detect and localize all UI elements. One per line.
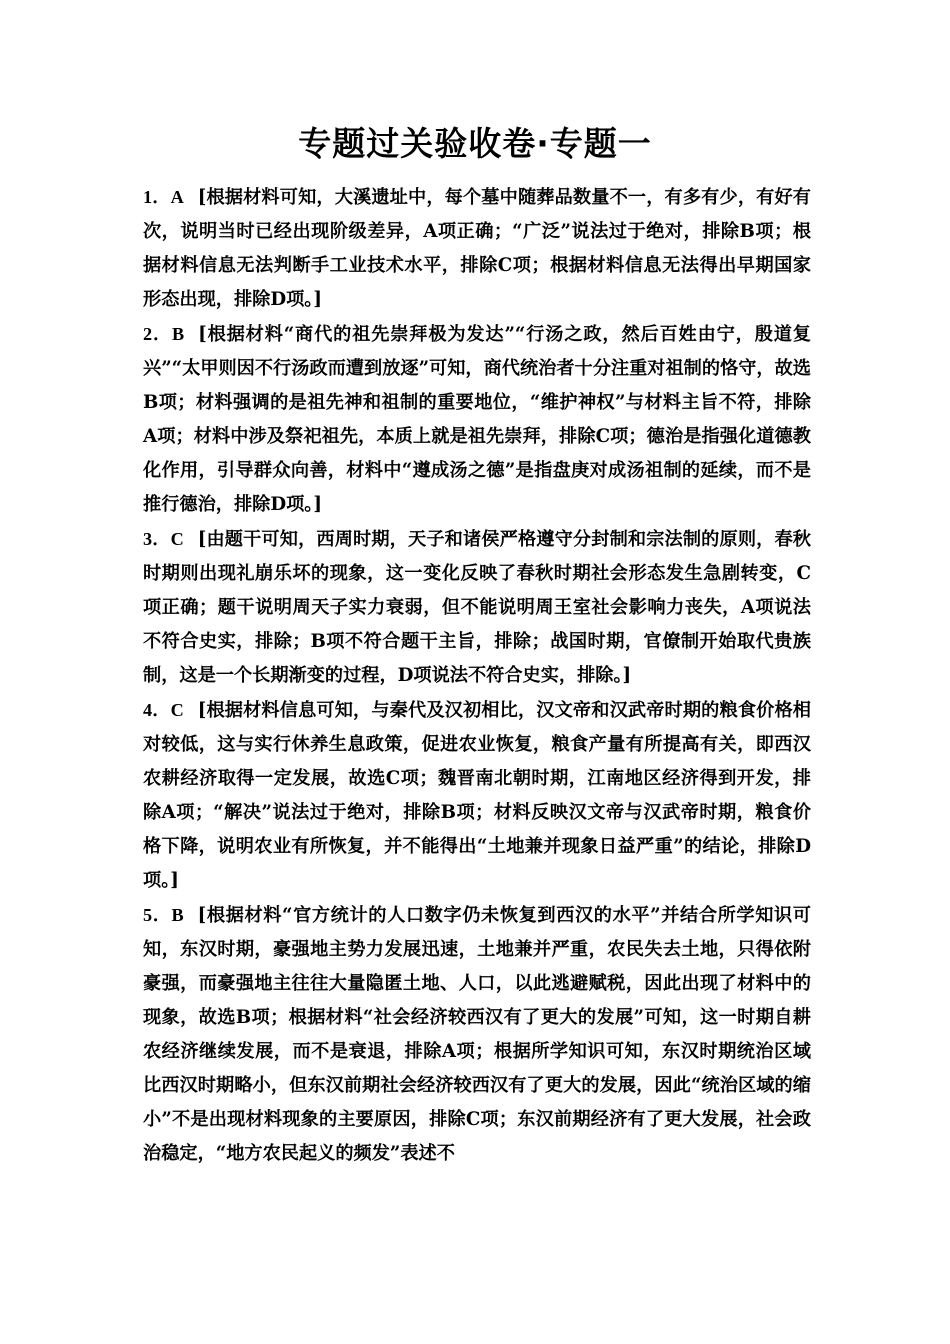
question-number: 1． [143, 187, 171, 207]
answer-item-4 [143, 693, 811, 898]
answer-letter: B [171, 324, 185, 344]
answer-list [143, 180, 811, 1171]
question-number: 2． [143, 324, 172, 344]
answer-item-3 [143, 522, 811, 693]
answer-item-2 [143, 317, 811, 522]
answer-explanation: [根据材料信息可知，与秦代及汉初相比，汉文帝和汉武帝时期的粮食价格相对较低，这与实行休养生息政策，促进农业恢复，粮食产量有所提高有关，即西汉农耕经济取得一定发展，故选C项；魏晋南北朝时期，江南地区经济得到开发，排除A项；“解决”说法过于绝对，排除B项；材料反映汉文帝与汉武帝时期，粮食价格下降，说明农业有所恢复，并不能得出“土地兼并现象日益严重”的结论，排除D项。] [143, 700, 811, 891]
question-number: 4． [143, 700, 171, 720]
answer-item-5 [143, 898, 811, 1171]
question-number: 5． [143, 905, 172, 925]
question-number: 3． [143, 529, 171, 549]
answer-explanation: [根据材料“商代的祖先崇拜极为发达”“行汤之政，然后百姓由宁，殷道复兴”“太甲则因不行汤政而遭到放逐”可知，商代统治者十分注重对祖制的恪守，故选B项；材料强调的是祖先神和祖制的重要地位，“维护神权”与材料主旨不符，排除A项；材料中涉及祭祀祖先，本质上就是祖先崇拜，排除C项；德治是指强化道德教化作用，引导群众向善，材料中“遵成汤之德”是指盘庚对成汤祖制的延续，而不是推行德治，排除D项。] [143, 324, 811, 515]
answer-letter: A [170, 187, 184, 207]
answer-letter: B [171, 905, 184, 925]
page-title: 专题过关验收卷·专题一 [298, 124, 652, 163]
answer-letter: C [170, 700, 184, 720]
answer-item-1 [143, 180, 811, 317]
answer-explanation: [根据材料“官方统计的人口数字仍未恢复到西汉的水平”并结合所学知识可知，东汉时期，豪强地主势力发展迅速，土地兼并严重，农民失去土地，只得依附豪强，而豪强地主往往大量隐匿土地、人口，以此逃避赋税，因此出现了材料中的现象，故选B项；根据材料“社会经济较西汉有了更大的发展”可知，这一时期自耕农经济继续发展，而不是衰退，排除A项；根据所学知识可知，东汉时期统治区域比西汉时期略小，但东汉前期社会经济较西汉有了更大的发展，因此“统治区域的缩小”不是出现材料现象的主要原因，排除C项；东汉前期经济有了更大发展，社会政治稳定，“地方农民起义的频发”表述不 [143, 905, 811, 1164]
answer-explanation: [由题干可知，西周时期，天子和诸侯严格遵守分封制和宗法制的原则，春秋时期则出现礼崩乐坏的现象，这一变化反映了春秋时期社会形态发生急剧转变，C项正确；题干说明周天子实力衰弱，但不能说明周王室社会影响力丧失，A项说法不符合史实，排除；B项不符合题干主旨，排除；战国时期，官僚制开始取代贵族制，这是一个长期渐变的过程，D项说法不符合史实，排除。] [143, 529, 811, 686]
answer-explanation: [根据材料可知，大溪遗址中，每个墓中随葬品数量不一，有多有少，有好有次，说明当时已经出现阶级差异，A项正确；“广泛”说法过于绝对，排除B项；根据材料信息无法判断手工业技术水平，排除C项；根据材料信息无法得出早期国家形态出现，排除D项。] [143, 187, 811, 310]
answer-letter: C [170, 529, 184, 549]
